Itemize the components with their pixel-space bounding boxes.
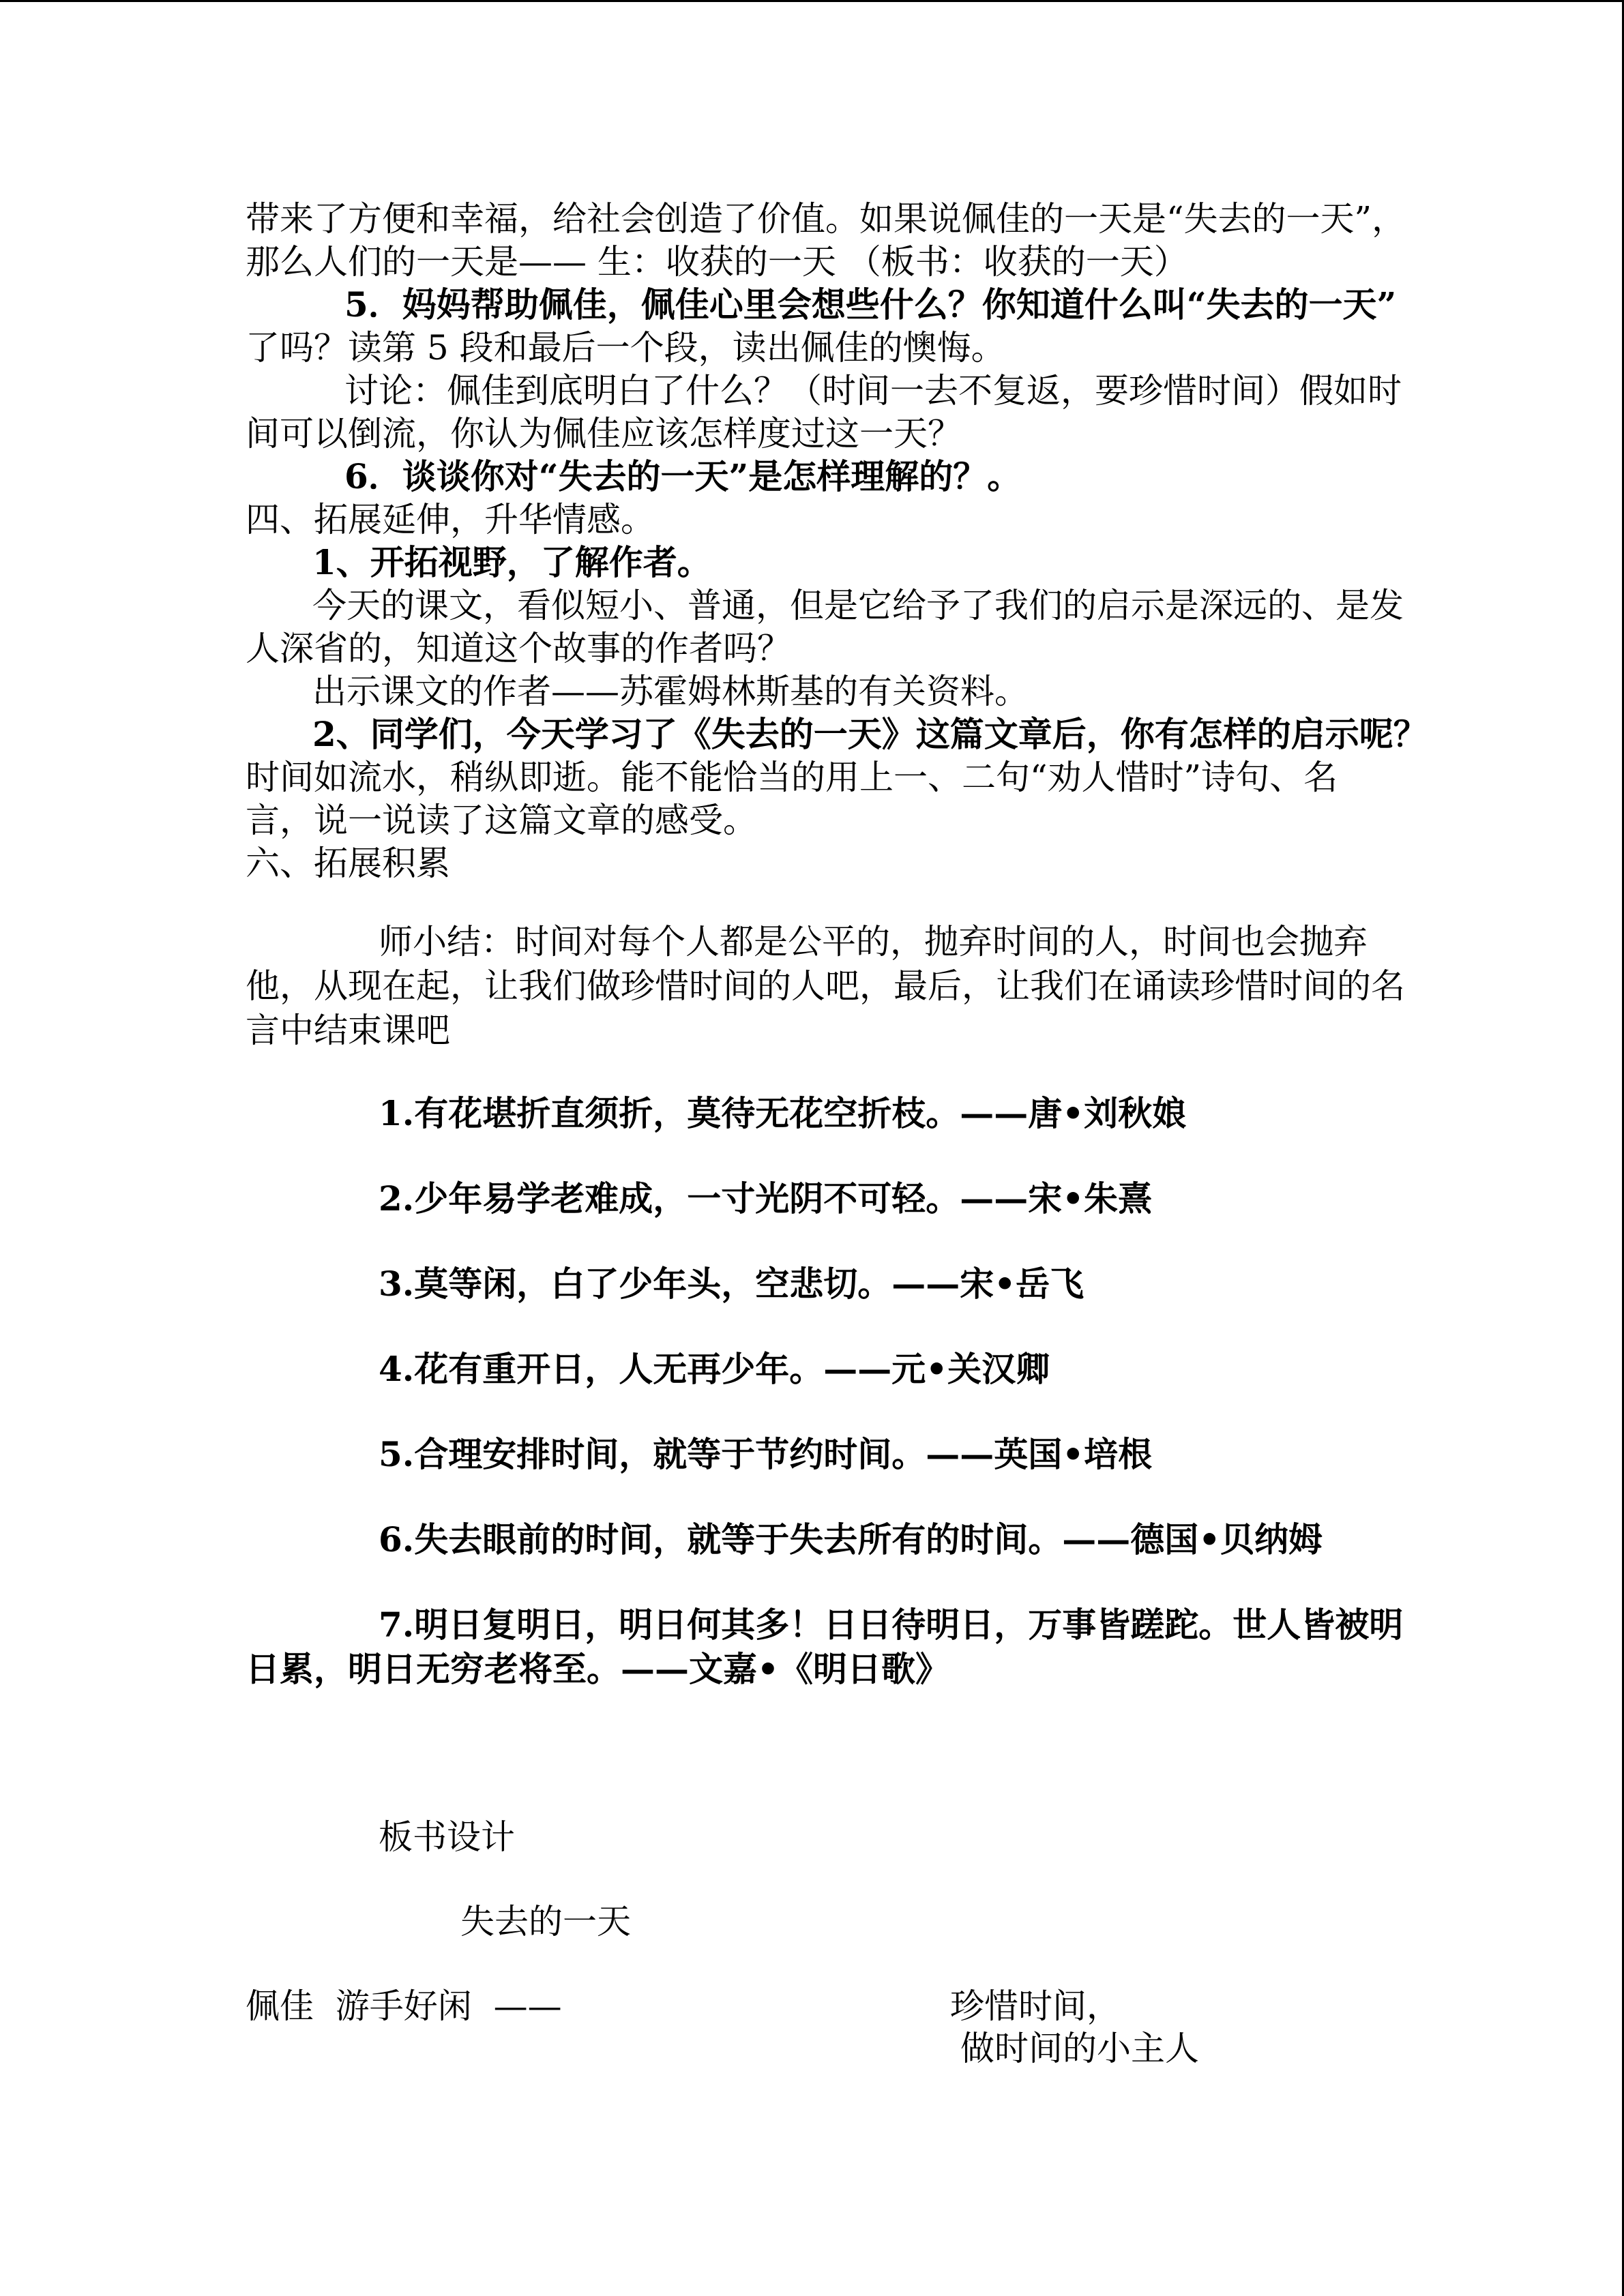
quote-line: 1.有花堪折直须折，莫待无花空折枝。——唐•刘秋娘 [379, 1093, 1187, 1133]
text-line: 1、开拓视野，了解作者。 [312, 542, 711, 582]
text-line: 2、同学们，今天学习了《失去的一天》这篇文章后，你有怎样的启示呢？ [312, 714, 1428, 754]
quote-line: 日累，明日无穷老将至。——文嘉•《明日歌》 [246, 1649, 949, 1689]
quote-line: 4.花有重开日，人无再少年。——元•关汉卿 [379, 1349, 1050, 1389]
text-line: 带来了方便和幸福，给社会创造了价值。如果说佩佳的一天是“失去的一天”， [246, 199, 1406, 239]
board-left: 佩佳 游手好闲 —— [246, 1986, 562, 2026]
text-line: 了吗？读第 5 段和最后一个段，读出佩佳的懊悔。 [246, 328, 1005, 368]
text-line: 那么人们的一天是—— 生：收获的一天 （板书：收获的一天） [246, 242, 1188, 282]
text-line: 时间如流水，稍纵即逝。能不能恰当的用上一、二句“劝人惜时”诗句、名 [246, 758, 1338, 797]
quote-line: 2.少年易学老难成，一寸光阴不可轻。——宋•朱熹 [379, 1178, 1153, 1219]
text-line: 5．妈妈帮助佩佳，佩佳心里会想些什么？你知道什么叫“失去的一天” [344, 284, 1397, 325]
quote-line: 5.合理安排时间，就等于节约时间。——英国•培根 [379, 1434, 1153, 1474]
board-title: 失去的一天 [460, 1902, 631, 1941]
summary-line: 师小结：时间对每个人都是公平的，抛弃时间的人，时间也会抛弃 [379, 922, 1368, 961]
board-right-line2: 做时间的小主人 [960, 2029, 1199, 2068]
board-design-heading: 板书设计 [379, 1817, 515, 1857]
board-right-line1: 珍惜时间， [950, 1986, 1121, 2026]
quote-line: 6.失去眼前的时间，就等于失去所有的时间。——德国•贝纳姆 [379, 1519, 1323, 1560]
text-line: 人深省的，知道这个故事的作者吗？ [246, 629, 791, 668]
summary-line: 言中结束课吧 [246, 1011, 450, 1050]
text-line: 言，说一说读了这篇文章的感受。 [246, 801, 757, 840]
quote-line: 7.明日复明日，明日何其多！日日待明日，万事皆蹉跎。世人皆被明 [379, 1605, 1404, 1645]
summary-line: 他，从现在起，让我们做珍惜时间的人吧，最后，让我们在诵读珍惜时间的名 [246, 966, 1405, 1006]
section-heading: 六、拓展积累 [246, 844, 450, 883]
text-line: 今天的课文，看似短小、普通，但是它给予了我们的启示是深远的、是发 [312, 586, 1404, 625]
text-line: 6．谈谈你对“失去的一天”是怎样理解的？。 [344, 456, 1022, 496]
text-line: 出示课文的作者——苏霍姆林斯基的有关资料。 [312, 672, 1029, 711]
text-line: 讨论：佩佳到底明白了什么？（时间一去不复返，要珍惜时间）假如时 [344, 371, 1402, 411]
quote-line: 3.莫等闲，白了少年头，空悲切。——宋•岳飞 [379, 1264, 1084, 1304]
text-line: 间可以倒流，你认为佩佳应该怎样度过这一天？ [246, 414, 962, 453]
section-heading: 四、拓展延伸，升华情感。 [246, 500, 655, 539]
